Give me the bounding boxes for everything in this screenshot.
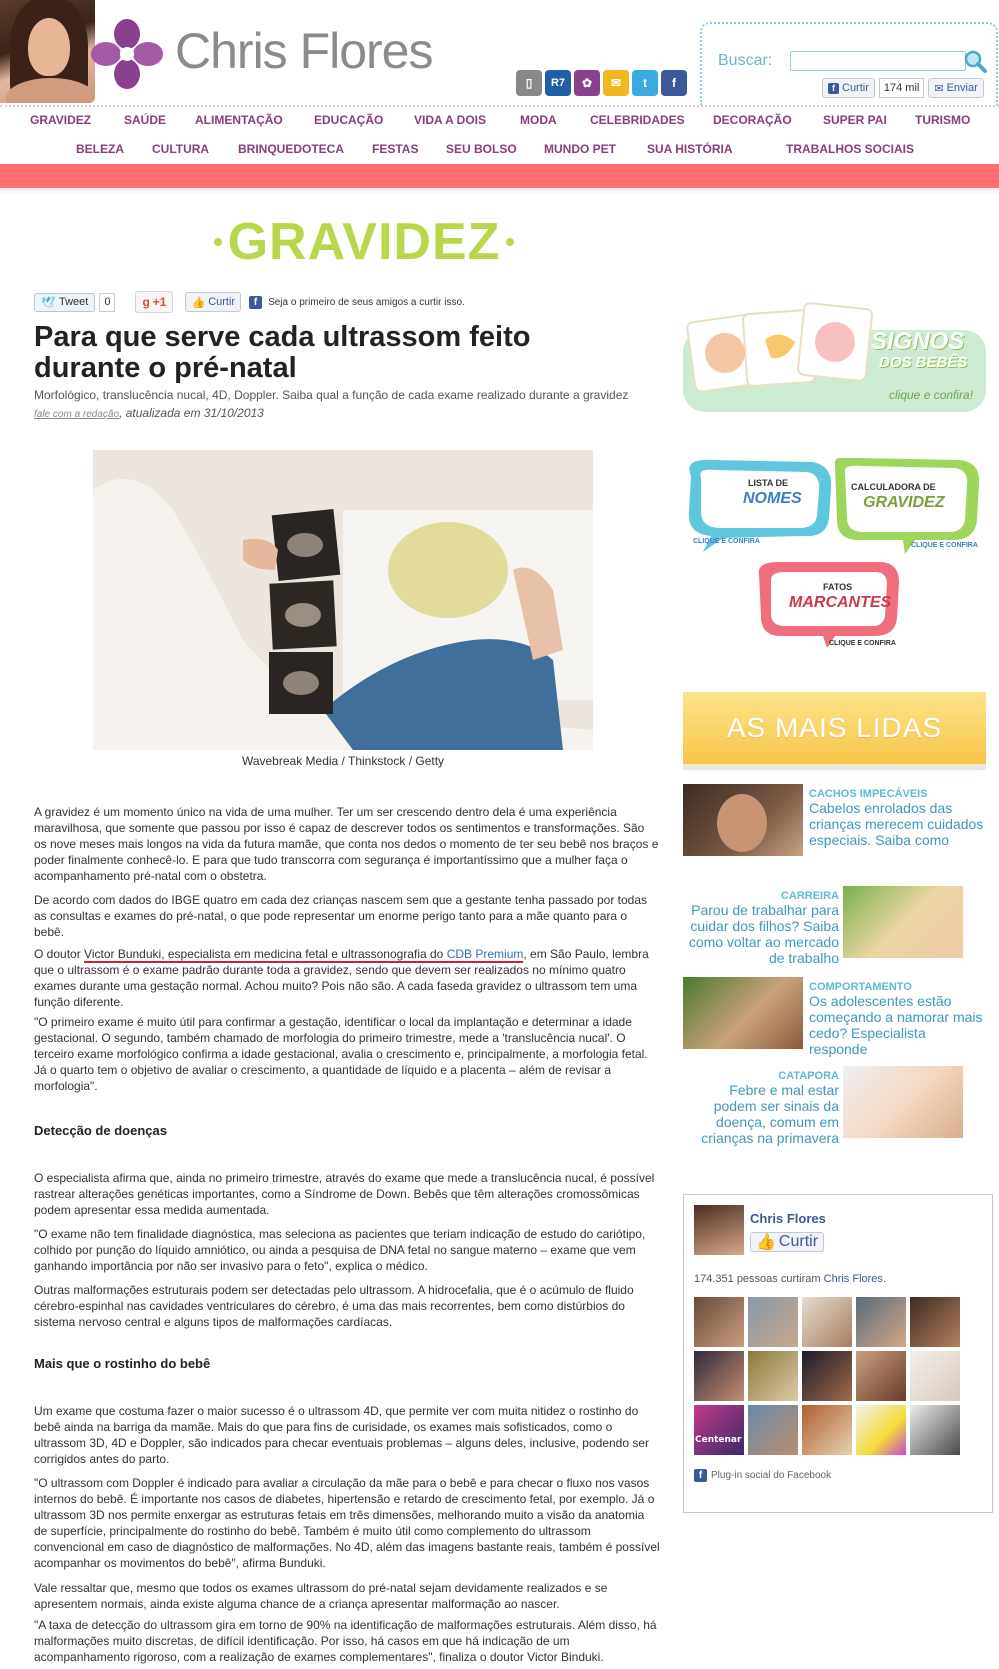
article-subtitle: Morfológico, translucência nucal, 4D, Doppler. Saiba qual a função de cada exame realizado durante a gravidez bbox=[34, 388, 629, 402]
host-photo bbox=[0, 0, 95, 103]
fan-avatar-badge: Centenar bbox=[695, 1435, 742, 1445]
fb-count-suffix: . bbox=[882, 1273, 886, 1285]
gplus-label: +1 bbox=[152, 295, 167, 309]
header-send-label: Enviar bbox=[946, 82, 978, 94]
most-read-text bbox=[809, 981, 986, 1057]
search-box bbox=[700, 22, 998, 105]
fb-count-name[interactable]: Chris Flores bbox=[823, 1273, 883, 1285]
article-paragraph-3 bbox=[34, 946, 660, 1010]
fan-avatar[interactable] bbox=[694, 1351, 744, 1401]
fan-avatar[interactable] bbox=[910, 1297, 960, 1347]
article-like-label: Curtir bbox=[208, 296, 236, 308]
signos-cta: clique e confira! bbox=[889, 388, 974, 402]
article-meta bbox=[34, 406, 264, 420]
email-icon[interactable]: ✉ bbox=[603, 70, 629, 96]
nav-item-turismo[interactable]: TURISMO bbox=[915, 113, 971, 127]
fan-avatar[interactable] bbox=[694, 1405, 744, 1455]
bubble-nomes-title[interactable]: NOMES bbox=[743, 490, 802, 507]
most-read-thumb bbox=[683, 977, 803, 1049]
title-dot bbox=[506, 238, 514, 246]
share-bar bbox=[34, 289, 465, 315]
bubble-fatos-title[interactable]: MARCANTES bbox=[789, 594, 892, 611]
facebook-icon: f bbox=[694, 1469, 707, 1482]
most-read-text bbox=[683, 890, 839, 966]
most-read-thumb bbox=[843, 1066, 963, 1138]
nav-item-decoracao[interactable]: DECORAÇÃO bbox=[713, 113, 792, 127]
fan-avatar[interactable] bbox=[910, 1405, 960, 1455]
nav-item-gravidez[interactable]: GRAVIDEZ bbox=[30, 113, 92, 127]
tool-bubbles bbox=[683, 458, 986, 656]
main-nav bbox=[0, 105, 999, 165]
section-title-text: GRAVIDEZ bbox=[227, 213, 501, 271]
signos-subtitle: DOS BEBÊS bbox=[879, 354, 968, 371]
article-title: Para que serve cada ultrassom feito durante o pré-natal bbox=[34, 321, 531, 384]
facebook-icon: f bbox=[828, 83, 839, 94]
logo-flower-icon[interactable] bbox=[88, 18, 166, 90]
search-icon[interactable] bbox=[962, 48, 988, 74]
nav-row-1 bbox=[0, 113, 999, 139]
thumbs-up-icon: 👍 bbox=[756, 1234, 776, 1251]
tweet-label: Tweet bbox=[58, 296, 89, 308]
contact-link[interactable]: fale com a redação bbox=[34, 409, 120, 420]
header-send-button[interactable] bbox=[928, 78, 983, 98]
doctor-name-text: Victor Bunduki, especialista em medicina fetal e ultrassonografia do bbox=[84, 947, 447, 961]
p3-end: , em São Paulo, lembra que o ultrassom é o exame padrão durante toda a gravidez, sendo que devem ser realizados no mínimo quatro exames durante uma gestação normal. Achou muito? Pois não são. A cada faseda gravidez o ultrassom tem uma função diferente. bbox=[34, 947, 649, 1009]
doctor-name-highlight bbox=[84, 947, 523, 963]
most-read-text bbox=[809, 788, 986, 848]
most-read-item[interactable] bbox=[683, 1066, 986, 1146]
twitter-bird-icon: 🕊 bbox=[41, 296, 55, 309]
header-like-count: 174 mil bbox=[879, 78, 924, 98]
nav-item-alimentacao[interactable]: ALIMENTAÇÃO bbox=[195, 113, 283, 127]
fb-social-text: Seja o primeiro de seus amigos a curtir isso. bbox=[268, 296, 465, 308]
signos-title: SIGNOS bbox=[871, 328, 965, 355]
nav-item-super-pai[interactable]: SUPER PAI bbox=[823, 113, 887, 127]
signos-dos-bebes-banner[interactable] bbox=[683, 300, 986, 416]
fb-like-button[interactable] bbox=[750, 1232, 824, 1252]
fan-avatar[interactable] bbox=[856, 1351, 906, 1401]
site-header bbox=[0, 0, 999, 105]
subheading-rostinho: Mais que o rostinho do bebê bbox=[34, 1356, 211, 1371]
article-paragraph-11: "A taxa de detecção do ultrassom gira em torno de 90% na identificação de malformações estruturais. Além disso, há malformações muito discretas, de difícil identificação. Por isso, há casos em que há indicação de um acompanhamento rigoroso, com a realização de exames complementares", finaliza o doutor Victor Binduki. bbox=[34, 1618, 657, 1664]
most-read-title[interactable]: Febre e mal estar podem ser sinais da doença, comum em crianças na primavera bbox=[701, 1082, 839, 1146]
fan-avatar[interactable] bbox=[856, 1405, 906, 1455]
twitter-icon[interactable]: t bbox=[632, 70, 658, 96]
most-read-title[interactable]: Os adolescentes estão começando a namorar mais cedo? Especialista responde bbox=[809, 993, 983, 1057]
fan-avatar[interactable] bbox=[802, 1351, 852, 1401]
facebook-like-box bbox=[683, 1194, 993, 1513]
article-paragraph-4: "O primeiro exame é muito útil para confirmar a gestação, identificar o local da implantação e determinar a idade gestacional. O segundo, também chamado de morfologia do primeiro trimestre, mede a 'translucência nucal'. O terceiro exame morfológico confirma a idade gestacional, avalia o crescimento e, principalmente, a morfologia fetal. Já o quarto tem o objetivo de avaliar o crescimento, a quantidade de líquido e a placenta – além de revisar a morfologia". bbox=[34, 1015, 648, 1093]
article-paragraph-2: De acordo com dados do IBGE quatro em cada dez crianças nascem sem que a gestante tenha passado por todas as consultas e exames do pré-natal, o que pode representar um enorme perigo tanto para a mãe quanto para o bebê. bbox=[34, 893, 648, 939]
most-read-category: CATAPORA bbox=[778, 1070, 839, 1082]
r7-icon[interactable]: R7 bbox=[545, 70, 571, 96]
fb-plugin-text[interactable]: Plug-in social do Facebook bbox=[711, 1470, 832, 1481]
bubble-nomes-cta: CLIQUE E CONFIRA bbox=[693, 538, 760, 545]
tweet-button[interactable] bbox=[34, 293, 95, 312]
header-like-label: Curtir bbox=[842, 82, 869, 94]
header-fb-actions bbox=[822, 78, 984, 98]
article-paragraph-5: O especialista afirma que, ainda no primeiro trimestre, através do exame que mede a translucência nucal, é possível rastrear alterações genéticas importantes, como a Síndrome de Down. Bebês que têm alterações cromossômicas podem apresentar essa medida aumentada. bbox=[34, 1171, 655, 1217]
mais-lidas-title: AS MAIS LIDAS bbox=[726, 712, 943, 743]
logo-text[interactable]: Chris Flores bbox=[175, 23, 433, 79]
header-like-button[interactable] bbox=[822, 78, 875, 98]
nav-item-mundo-pet[interactable]: MUNDO PET bbox=[544, 142, 616, 156]
nav-item-brinquedoteca[interactable]: BRINQUEDOTECA bbox=[238, 142, 345, 156]
fb-count-prefix: 174.351 pessoas curtiram bbox=[694, 1273, 821, 1285]
most-read-thumb bbox=[683, 784, 803, 856]
nav-item-beleza[interactable]: BELEZA bbox=[76, 142, 124, 156]
section-title bbox=[184, 212, 544, 272]
nav-item-trabalhos-sociais[interactable]: TRABALHOS SOCIAIS bbox=[786, 142, 915, 156]
fan-avatar[interactable] bbox=[748, 1351, 798, 1401]
thumbs-up-icon: 👍 bbox=[191, 296, 206, 309]
bubble-nomes-small: LISTA DE bbox=[748, 478, 788, 488]
hero-illustration bbox=[93, 450, 593, 750]
social-icons bbox=[516, 70, 687, 96]
fan-avatar[interactable] bbox=[910, 1351, 960, 1401]
fan-avatar[interactable] bbox=[802, 1297, 852, 1347]
cdb-premium-link[interactable]: CDB Premium bbox=[446, 947, 524, 961]
fan-avatar[interactable] bbox=[748, 1297, 798, 1347]
page-avatar[interactable] bbox=[694, 1205, 744, 1255]
bubble-gravidez-cta: CLIQUE E CONFIRA bbox=[911, 542, 978, 549]
most-read-item[interactable] bbox=[683, 977, 986, 1057]
article-hero-image bbox=[93, 450, 593, 750]
bubble-gravidez-title[interactable]: GRAVIDEZ bbox=[863, 494, 945, 511]
image-caption: Wavebreak Media / Thinkstock / Getty bbox=[241, 754, 445, 768]
subheading-deteccao: Detecção de doenças bbox=[34, 1123, 167, 1138]
mais-lidas-header bbox=[683, 692, 986, 770]
ultrasound-prints bbox=[269, 509, 340, 714]
article-paragraph-7: Outras malformações estruturais podem ser detectadas pelo ultrassom. A hidrocefalia, que é o acúmulo de fluido cérebro-espinhal nas cavidades ventriculares do cérebro, é uma das mais recorrentes, bem como distúrbios do sistema nervoso central e alguns tipos de malformações cardíacas. bbox=[34, 1283, 634, 1329]
fb-fan-faces bbox=[694, 1297, 984, 1455]
search-input[interactable] bbox=[790, 51, 966, 71]
search-label: Buscar: bbox=[718, 52, 773, 69]
most-read-item[interactable] bbox=[683, 784, 986, 860]
most-read-category: COMPORTAMENTO bbox=[809, 981, 912, 993]
article-date: , atualizada em 31/10/2013 bbox=[119, 406, 264, 420]
gplus-button[interactable] bbox=[135, 291, 173, 313]
nav-item-vida-a-dois[interactable]: VIDA A DOIS bbox=[414, 113, 487, 127]
flower-icon[interactable]: ✿ bbox=[574, 70, 600, 96]
bubble-gravidez-small: CALCULADORA DE bbox=[851, 482, 936, 492]
most-read-thumb bbox=[843, 886, 963, 958]
nav-item-moda[interactable]: MODA bbox=[520, 113, 557, 127]
nav-item-cultura[interactable]: CULTURA bbox=[152, 142, 210, 156]
fb-page-name[interactable]: Chris Flores bbox=[750, 1211, 826, 1226]
most-read-title[interactable]: Cabelos enrolados das crianças merecem cuidados especiais. Saiba como bbox=[809, 800, 984, 848]
nav-item-saude[interactable]: SAÚDE bbox=[124, 113, 167, 127]
fb-plugin-footer bbox=[694, 1469, 831, 1482]
fb-like-label: Curtir bbox=[778, 1233, 819, 1250]
fb-like-count bbox=[694, 1273, 886, 1285]
nav-item-celebridades[interactable]: CELEBRIDADES bbox=[590, 113, 685, 127]
article-paragraph-6: "O exame não tem finalidade diagnóstica, mas seleciona as pacientes que teriam indicação de estudo do cariótipo, colhido por punção do líquido amniótico, ou ainda a pesquisa de DNA fetal no sangue materno – exame que vem ganhando importância por não ser invasivo para o feto", explica o médico. bbox=[34, 1227, 646, 1273]
send-icon: ✉ bbox=[934, 82, 944, 95]
fan-avatar[interactable] bbox=[856, 1297, 906, 1347]
most-read-category: CARREIRA bbox=[780, 890, 839, 902]
tweet-count: 0 bbox=[99, 293, 115, 312]
most-read-category: CACHOS IMPECÁVEIS bbox=[809, 788, 928, 800]
article-like-button[interactable] bbox=[185, 292, 241, 312]
most-read-item[interactable] bbox=[683, 886, 986, 966]
fan-avatar[interactable] bbox=[748, 1405, 798, 1455]
article-paragraph-1: A gravidez é um momento único na vida de uma mulher. Ter um ser crescendo dentro dela é uma experiência maravilhosa, que somente que passou por isso é capaz de descrever todos os sentimentos e transformações. São os nove meses mais longos na vida da futura mamãe, que conta nos dedos o momento de ter seu bebê nos braços e poder finalmente conhecê-lo. E para que tudo transcorra com segurança é importantíssimo que a mulher faça o acompanhamento pré-natal com o obstetra. bbox=[34, 805, 659, 883]
article-paragraph-8: Um exame que costuma fazer o maior sucesso é o ultrassom 4D, que permite ver com muita nitidez o rostinho do bebê ainda na barriga da mamãe. Mais do que para fins de curisidade, os exames mais sofisticados, como o ultrassom 3D, 4D e Doppler, são indicados para checar eventuais problemas – alguns deles, inclusive, podendo ser corrigidos antes do parto. bbox=[34, 1404, 650, 1466]
bubble-fatos-cta: CLIQUE E CONFIRA bbox=[829, 640, 896, 647]
article-paragraph-9: "O ultrassom com Doppler é indicado para avaliar a circulação da mãe para o bebê e para checar o fluxo nos vasos internos do bebê. É importante nos casos de diabetes, hipertensão e retardo de crescimento fetal, por exemplo. Já o ultrassom 3D nos permite enxergar as estruturas fetais em três dimensões, melhorando muito a visão da anatomia de superfície, principalmente do rostinho do bebê. Também é muito útil como complemento do ultrassom convencional em caso de diagnóstico de malformações. No 4D, além das imagens bastante reais, também é possível acompanhar os movimentos do bebê", afirma Bunduki. bbox=[34, 1476, 660, 1570]
most-read-text bbox=[683, 1070, 839, 1146]
title-dot bbox=[214, 238, 222, 246]
bubbles-art bbox=[683, 458, 986, 656]
fan-avatar[interactable] bbox=[802, 1405, 852, 1455]
nav-item-educacao[interactable]: EDUCAÇÃO bbox=[314, 113, 384, 127]
nav-shadow bbox=[0, 188, 999, 194]
most-read-title[interactable]: Parou de trabalhar para cuidar dos filhos? Saiba como voltar ao mercado de trabalho bbox=[688, 902, 839, 966]
nav-color-bar bbox=[0, 164, 999, 188]
facebook-icon[interactable]: f bbox=[661, 70, 687, 96]
nav-item-sua-historia[interactable]: SUA HISTÓRIA bbox=[647, 142, 733, 156]
bubble-fatos-small: FATOS bbox=[823, 582, 853, 592]
p3-start: O doutor bbox=[34, 947, 85, 961]
facebook-icon: f bbox=[249, 296, 262, 309]
nav-item-seu-bolso[interactable]: SEU BOLSO bbox=[446, 142, 517, 156]
nav-item-festas[interactable]: FESTAS bbox=[372, 142, 419, 156]
fan-avatar[interactable] bbox=[694, 1297, 744, 1347]
article-paragraph-10: Vale ressaltar que, mesmo que todos os exames ultrassom do pré-natal sejam devidamente realizados e se apresentem normais, ainda existe alguma chance de a criança apresentar malformação ao nascer. bbox=[34, 1581, 608, 1611]
mobile-icon[interactable]: ▯ bbox=[516, 70, 542, 96]
gplus-icon: g bbox=[142, 295, 150, 309]
